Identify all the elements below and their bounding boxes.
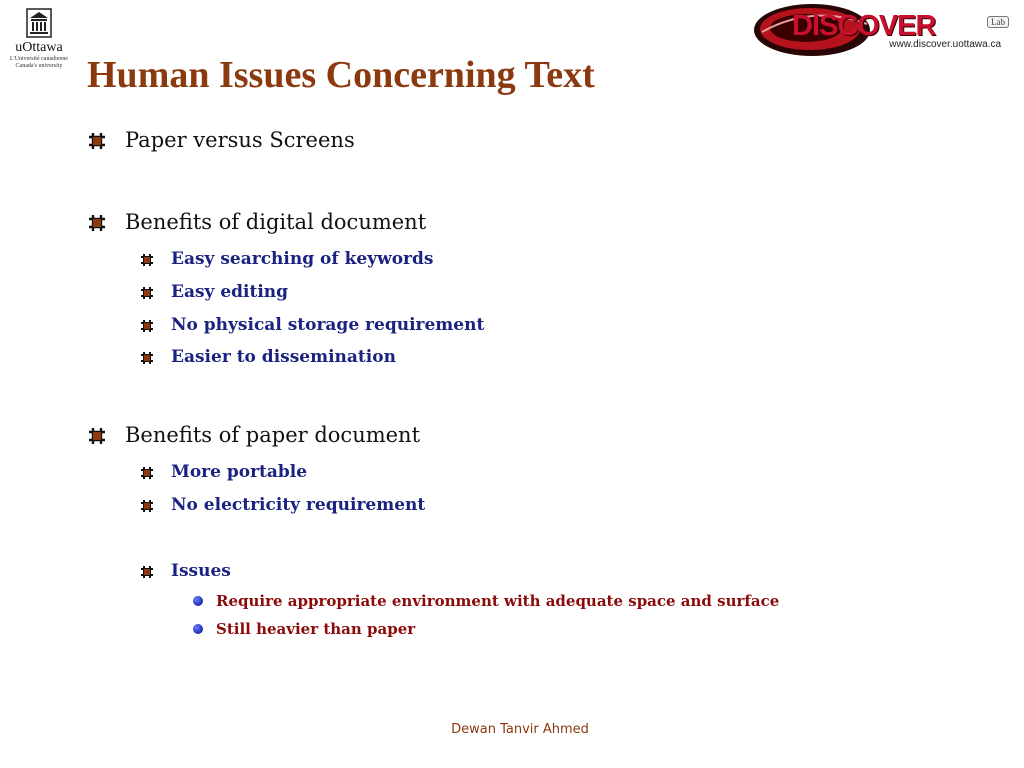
hash-bullet-icon: [88, 132, 106, 150]
hash-bullet-icon: [88, 214, 106, 232]
subbullet-text: Easy editing: [171, 282, 289, 302]
bullet-text: Paper versus Screens: [125, 128, 355, 152]
uottawa-subtitle-fr: L'Université canadienne: [9, 56, 69, 62]
bullet-text: Benefits of paper document: [125, 423, 421, 447]
hash-bullet-icon: [140, 565, 154, 579]
slide-title: Human Issues Concerning Text: [87, 54, 595, 96]
bullet-paper-vs-screens: [88, 128, 355, 152]
issue-text: Still heavier than paper: [216, 620, 416, 638]
discover-lab-logo: [752, 2, 1017, 58]
subbullet-text: Issues: [171, 561, 231, 581]
issue-item-heavier: [193, 620, 415, 638]
subbullet-no-storage: [140, 315, 484, 335]
subbullet-text: Easy searching of keywords: [171, 249, 434, 269]
issue-text: Require appropriate environment with adequate space and surface: [216, 592, 780, 610]
subbullet-text: No physical storage requirement: [171, 315, 485, 335]
uottawa-subtitle-en: Canada's university: [15, 63, 63, 69]
dot-bullet-icon: [193, 624, 203, 634]
hash-bullet-icon: [140, 499, 154, 513]
issue-item-environment: [193, 592, 779, 610]
footer-author: Dewan Tanvir Ahmed: [451, 722, 589, 737]
bullet-benefits-paper: [88, 423, 420, 447]
hash-bullet-icon: [88, 427, 106, 445]
subbullet-text: More portable: [171, 462, 308, 482]
hash-bullet-icon: [140, 319, 154, 333]
uottawa-logo: [8, 8, 70, 70]
discover-url: www.discover.uottawa.ca: [889, 39, 1001, 50]
hash-bullet-icon: [140, 466, 154, 480]
subbullet-more-portable: [140, 462, 307, 482]
subbullet-text: Easier to dissemination: [171, 347, 396, 367]
dot-bullet-icon: [193, 596, 203, 606]
subbullet-no-electricity: [140, 495, 425, 515]
uottawa-name: uOttawa: [15, 40, 63, 55]
building-icon: [26, 8, 52, 38]
subbullet-issues: [140, 561, 231, 581]
hash-bullet-icon: [140, 286, 154, 300]
subbullet-easy-searching: [140, 249, 433, 269]
subbullet-easy-editing: [140, 282, 288, 302]
bullet-text: Benefits of digital document: [125, 210, 427, 234]
discover-wordmark: DISCOVER: [792, 10, 936, 42]
bullet-benefits-digital: [88, 210, 426, 234]
subbullet-dissemination: [140, 347, 396, 367]
subbullet-text: No electricity requirement: [171, 495, 426, 515]
hash-bullet-icon: [140, 253, 154, 267]
discover-lab-badge: Lab: [987, 16, 1009, 28]
hash-bullet-icon: [140, 351, 154, 365]
